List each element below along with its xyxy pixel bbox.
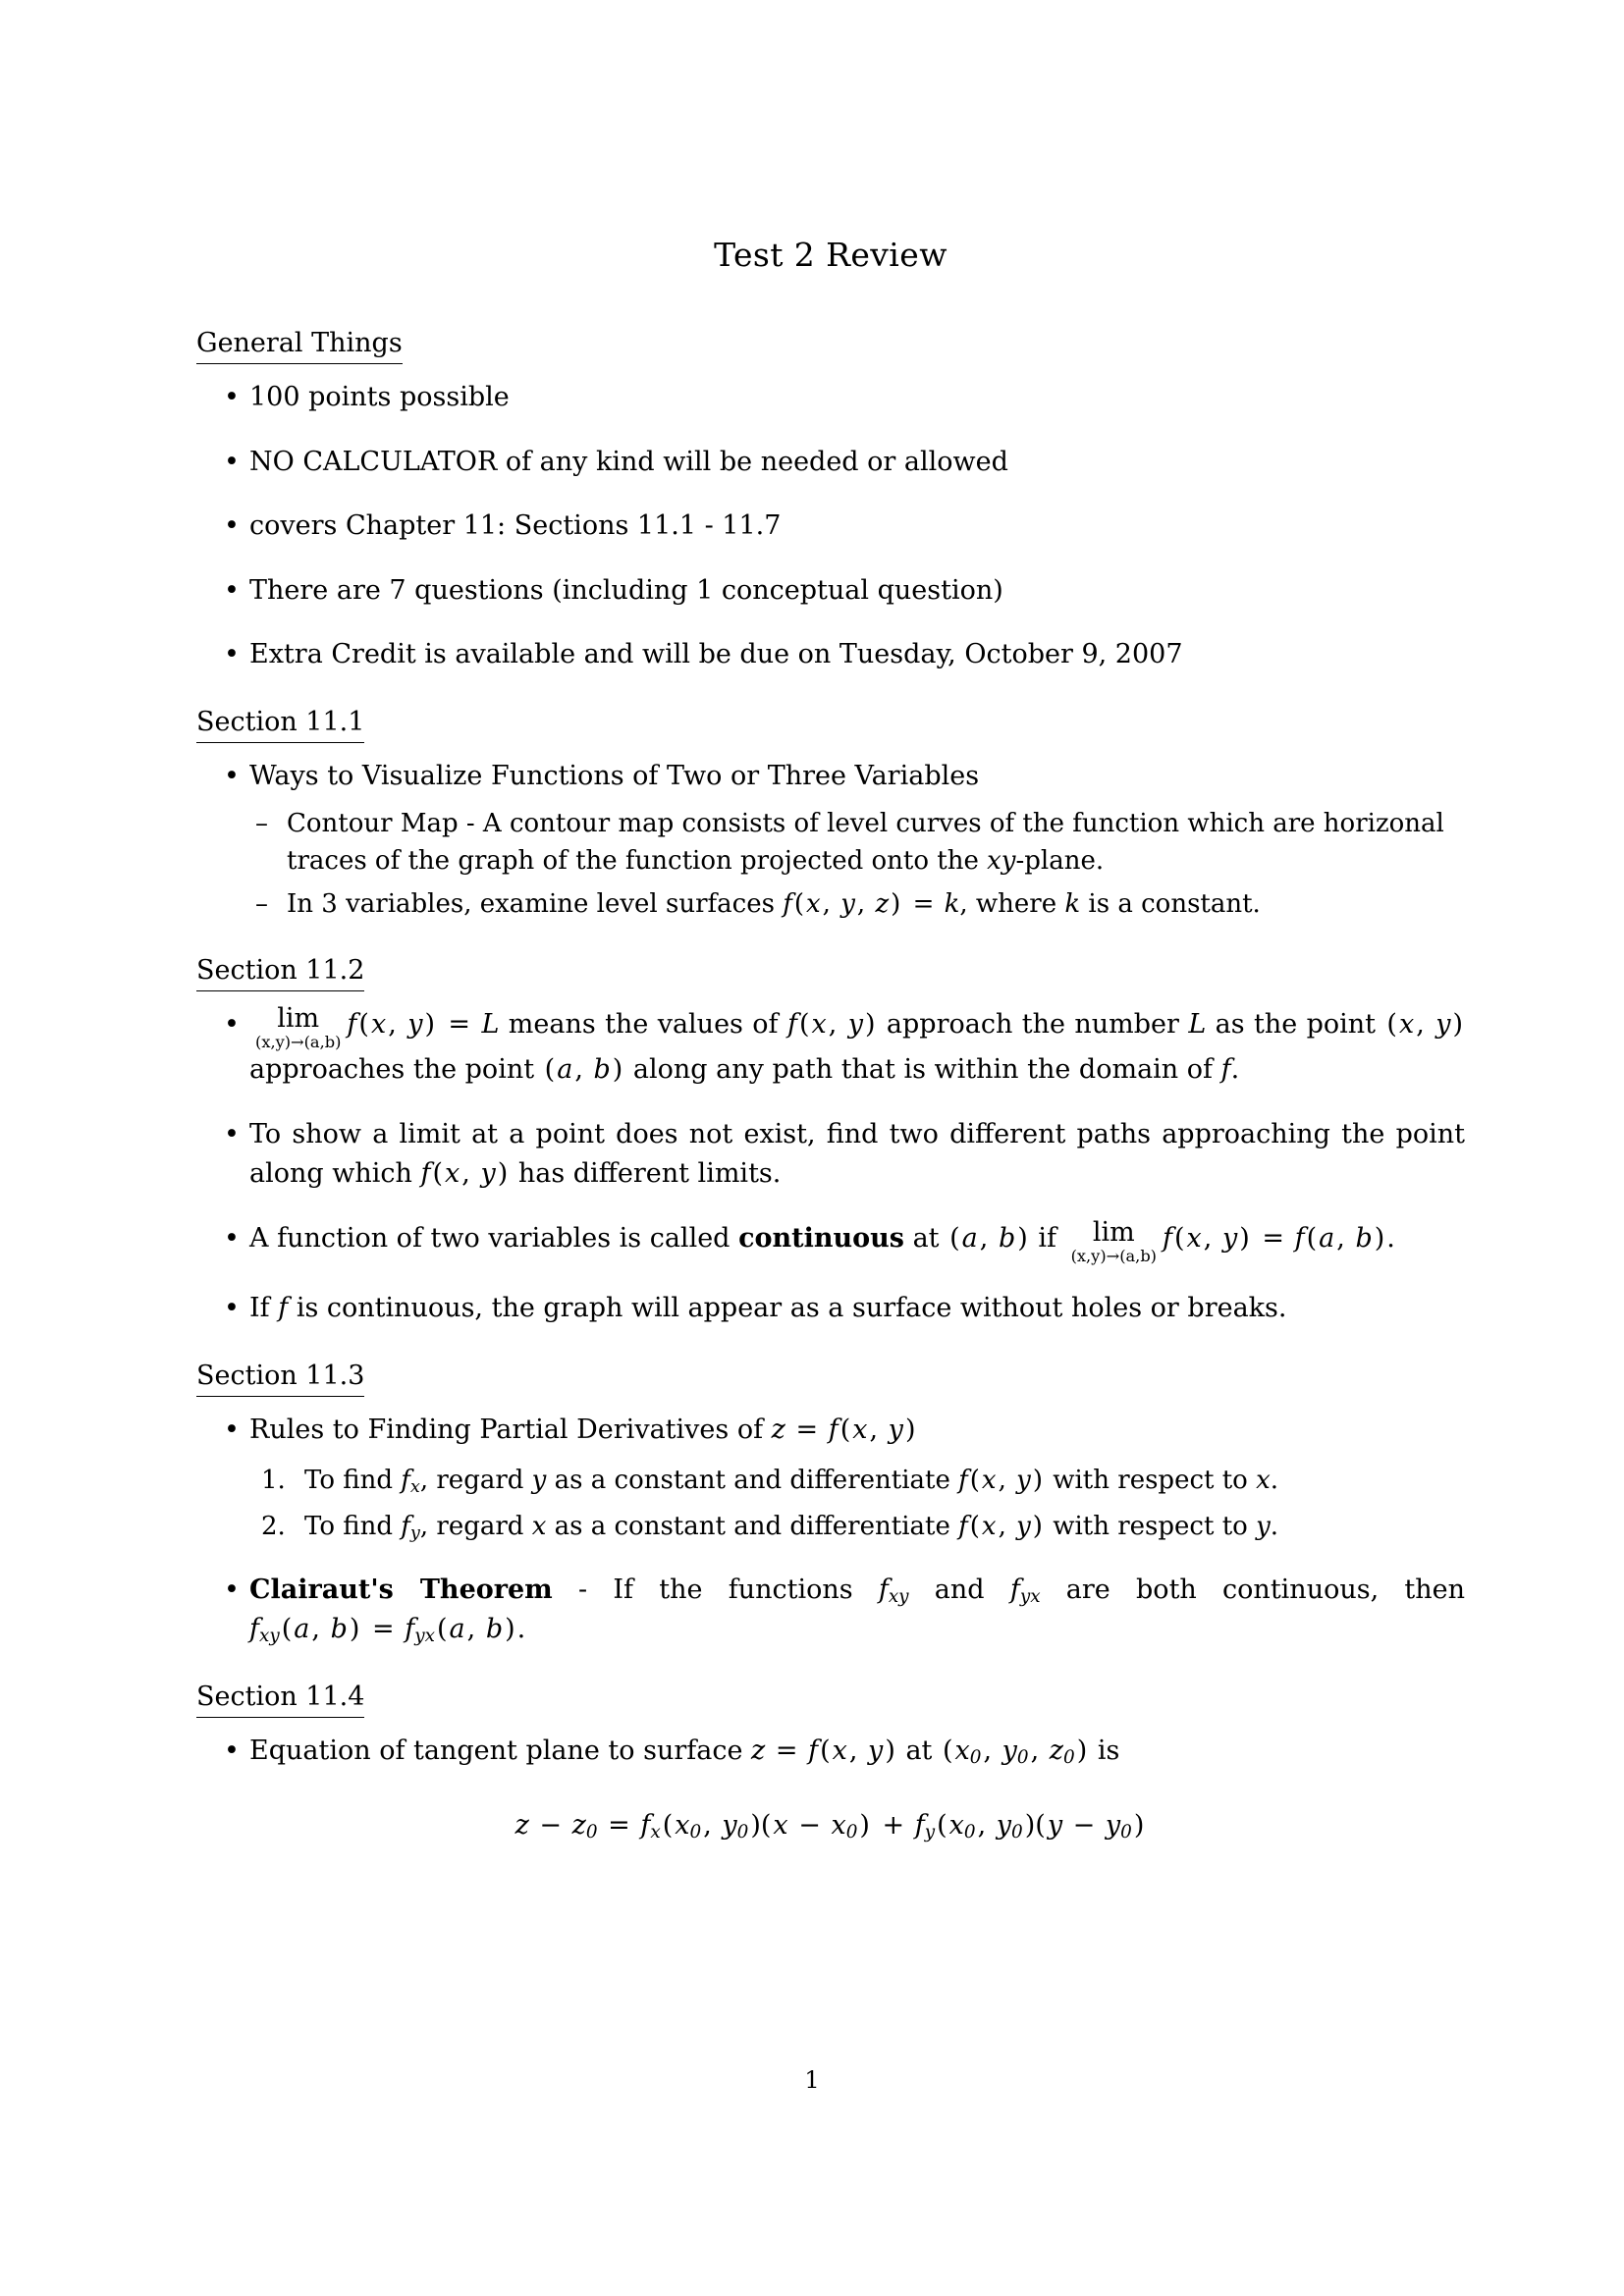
text-part: . — [1230, 1054, 1240, 1086]
math-equals: = — [372, 1614, 395, 1645]
math-f: f — [1220, 1054, 1231, 1086]
math-a: a — [961, 1223, 978, 1255]
math-clairaut-equation: $f_{xy}(a$, $b) = f_{yx}(a$, b) — [249, 1614, 515, 1647]
list-item — [196, 1732, 1465, 1772]
bullet-icon: • — [224, 1118, 240, 1149]
math-f: f — [1294, 1223, 1305, 1255]
math-a: a — [557, 1054, 573, 1086]
page-content — [196, 236, 1465, 1848]
math-x: x — [370, 1009, 387, 1041]
math-y: y — [407, 1009, 423, 1041]
bullet-icon: • — [224, 1293, 240, 1324]
math-z-eq-fxy: z = f(x, y) — [771, 1415, 916, 1446]
math-k: k — [1064, 888, 1081, 919]
math-x: x — [1256, 1465, 1271, 1495]
bullet-list — [196, 378, 1465, 675]
text-part: , regard — [419, 1512, 532, 1542]
text-part: along any path that is within the domain of — [624, 1054, 1221, 1086]
list-item — [196, 507, 1465, 547]
math-y0: $y_0$ — [722, 1809, 749, 1842]
bullet-icon: • — [224, 574, 240, 606]
math-a: a — [1319, 1223, 1335, 1255]
math-y: y — [840, 888, 855, 919]
math-minus: − — [539, 1809, 563, 1841]
math-y0: $y_0$ — [1105, 1809, 1132, 1842]
math-equals: = — [448, 1009, 471, 1041]
text-part: To find — [304, 1465, 402, 1495]
math-y: y — [1016, 1512, 1031, 1542]
text-part: A function of two variables is called — [249, 1223, 739, 1255]
bullet-icon: • — [224, 510, 240, 542]
text-part: has different limits. — [510, 1158, 782, 1190]
math-point-x0y0z0: ($x_0$, $y_0$, $z_0$) — [942, 1735, 1088, 1769]
math-f: f — [347, 1009, 357, 1041]
list-item-text — [249, 1415, 917, 1445]
numbered-list-item — [249, 1509, 1465, 1546]
list-item-text — [249, 1119, 1465, 1190]
math-x: x — [1398, 1009, 1415, 1041]
sub-list — [249, 806, 1465, 923]
math-minus: − — [798, 1809, 821, 1841]
dash-icon: – — [255, 809, 268, 839]
list-item-text — [249, 1735, 1120, 1769]
math-x: x — [852, 1415, 868, 1446]
math-limit-operator — [255, 1002, 342, 1052]
math-point-xy: (x, y) — [1386, 1009, 1463, 1041]
list-item-text — [249, 1575, 1465, 1645]
math-f: f — [1163, 1223, 1172, 1255]
math-equals: = — [1262, 1223, 1284, 1255]
sub-text-part: , where — [959, 888, 1065, 919]
math-x: x — [806, 888, 821, 919]
list-item — [196, 1115, 1465, 1195]
math-y: y — [1016, 1465, 1031, 1495]
section-heading: General Things — [196, 326, 403, 364]
math-f-sub-xy: $f_{xy}$ — [878, 1574, 909, 1607]
math-f-sub-y: $f_y$ — [914, 1809, 936, 1842]
sub-list-item — [249, 886, 1465, 924]
math-b: b — [330, 1614, 348, 1645]
list-item — [196, 571, 1465, 612]
math-f: f — [828, 1415, 839, 1446]
term-clairauts-theorem: Clairaut's Theorem — [249, 1574, 553, 1605]
list-item — [196, 635, 1465, 675]
math-f-sub-x: $f_x$ — [401, 1465, 420, 1497]
math-y: y — [888, 1415, 903, 1446]
math-b: b — [998, 1223, 1016, 1255]
math-x0: $x_0$ — [675, 1809, 702, 1842]
math-y: y — [868, 1735, 884, 1767]
math-f-sub-yx: $f_{yx}$ — [1009, 1574, 1041, 1607]
sub-text-part: Contour Map - A contour map consists of level curves of the function which are horizonal traces of the graph of the function projected onto the — [287, 809, 1444, 877]
bullet-list — [196, 1411, 1465, 1650]
math-fxy: f(x, y) — [420, 1158, 509, 1190]
list-item-text — [249, 1293, 1286, 1323]
math-equals: = — [795, 1415, 819, 1446]
math-z: z — [875, 888, 890, 919]
math-x: x — [531, 1512, 547, 1542]
text-part: . — [1270, 1512, 1279, 1542]
list-item-text: Extra Credit is available and will be due on Tuesday, October 9, 2007 — [249, 639, 1183, 670]
math-minus: − — [1072, 1809, 1096, 1841]
text-part: is — [1089, 1735, 1120, 1767]
bullet-list — [196, 1732, 1465, 1772]
text-part: at — [903, 1223, 948, 1255]
math-y0: $y_0$ — [1001, 1735, 1029, 1769]
list-item — [196, 1411, 1465, 1546]
section-11-2 — [196, 953, 1465, 1329]
math-y: y — [1221, 1223, 1238, 1255]
text-part: Rules to Finding Partial Derivatives of — [249, 1415, 772, 1446]
section-11-3 — [196, 1359, 1465, 1650]
math-fxy-eq-L: f(x, y) = L — [347, 1009, 500, 1041]
math-fxy-eq-fab: f(x, y) = f(a, b). — [1163, 1223, 1395, 1255]
math-x: x — [981, 1512, 997, 1542]
list-item — [196, 1002, 1465, 1091]
math-y: y — [1435, 1009, 1451, 1041]
math-lim-subscript: (x,y)→(a,b) — [255, 1033, 342, 1052]
math-plus: + — [882, 1809, 905, 1841]
list-item — [196, 378, 1465, 418]
bullet-list — [196, 757, 1465, 924]
math-lim: lim — [277, 1002, 320, 1034]
text-part: are both continuous, then — [1040, 1574, 1466, 1605]
math-z: z — [771, 1415, 785, 1446]
numbered-list — [249, 1463, 1465, 1546]
math-L: L — [481, 1009, 500, 1041]
text-part: with respect to — [1044, 1512, 1257, 1542]
sub-list-item-text — [287, 889, 1261, 919]
math-x: x — [811, 1009, 827, 1041]
bullet-list — [196, 1002, 1465, 1329]
math-point-ab: (a, b) — [544, 1054, 623, 1086]
sub-list-item-text — [287, 809, 1444, 876]
term-continuous: continuous — [738, 1223, 904, 1255]
list-item — [196, 1571, 1465, 1650]
math-f-sub-xy: $f_{xy}$ — [249, 1614, 280, 1647]
text-part: approach the number — [877, 1009, 1189, 1041]
bullet-icon: • — [224, 1222, 240, 1254]
math-z: z — [514, 1809, 529, 1841]
text-part: approaches the point — [249, 1054, 543, 1086]
section-general-things — [196, 326, 1465, 675]
text-part: To find — [304, 1512, 402, 1542]
section-heading: Section 11.4 — [196, 1680, 364, 1718]
sub-text-part: -plane. — [1015, 846, 1105, 877]
math-f-sub-y: $f_y$ — [401, 1512, 420, 1544]
list-item — [196, 443, 1465, 483]
math-x: x — [981, 1465, 997, 1495]
math-y: y — [847, 1009, 863, 1041]
sub-text-part: In 3 variables, examine level surfaces — [287, 888, 784, 919]
sub-text-part: is a constant. — [1080, 888, 1261, 919]
math-fxy: f(x, y) — [958, 1512, 1043, 1542]
math-k: k — [944, 888, 960, 919]
numbered-item-text — [304, 1466, 1278, 1495]
dash-icon: – — [255, 888, 268, 919]
bullet-icon: • — [224, 1008, 240, 1040]
math-z-eq-fxy: z = f(x, y) — [751, 1735, 895, 1767]
math-f-sub-x: $f_x$ — [640, 1809, 661, 1842]
math-x0: $x_0$ — [948, 1809, 976, 1842]
tangent-plane-equation: $z - z_0 = f_x(x_0$, $y_0)(x - x_0) + f_y(x_0$, $y_0)(y - y_0)$ — [514, 1809, 1145, 1842]
bullet-icon: • — [224, 382, 240, 413]
list-number: 1. — [261, 1465, 286, 1495]
list-item-text — [249, 1216, 1395, 1266]
math-f-sub-yx: $f_{yx}$ — [405, 1614, 435, 1647]
math-x0: $x_0$ — [954, 1735, 982, 1769]
math-limit-operator — [1070, 1216, 1157, 1266]
math-x: x — [445, 1158, 460, 1190]
text-part: . — [516, 1614, 526, 1645]
text-part: is continuous, the graph will appear as a surface without holes or breaks. — [288, 1293, 1287, 1324]
math-y: y — [480, 1158, 496, 1190]
page-title: Test 2 Review — [714, 236, 947, 274]
math-f: f — [958, 1465, 968, 1495]
text-part: means the values of — [499, 1009, 787, 1041]
text-part: as the point — [1206, 1009, 1385, 1041]
numbered-item-text — [304, 1512, 1279, 1544]
text-part: with respect to — [1044, 1465, 1257, 1495]
text-part: , regard — [419, 1465, 532, 1495]
page-number: 1 — [804, 2066, 820, 2094]
section-heading: Section 11.3 — [196, 1359, 364, 1397]
bullet-icon: • — [224, 1735, 240, 1767]
text-part: - If the functions — [552, 1574, 879, 1605]
section-11-1 — [196, 705, 1465, 924]
bullet-icon: • — [224, 446, 240, 477]
math-y: y — [1256, 1512, 1271, 1542]
math-b: b — [593, 1054, 611, 1086]
sub-list-item — [249, 806, 1465, 880]
text-part: If — [249, 1293, 279, 1324]
text-part: at — [896, 1735, 941, 1767]
list-item-text: covers Chapter 11: Sections 11.1 - 11.7 — [249, 510, 782, 542]
numbered-list-item — [249, 1463, 1465, 1500]
list-number: 2. — [261, 1512, 286, 1542]
math-fxy: f(x, y) — [958, 1465, 1043, 1495]
math-point-ab: (a, b) — [949, 1223, 1028, 1255]
text-part: as a constant and differentiate — [546, 1512, 959, 1542]
math-f: f — [808, 1735, 819, 1767]
math-lim: lim — [1092, 1216, 1135, 1248]
math-level-surface: f(x, y, z) = k — [783, 888, 960, 919]
math-a: a — [294, 1614, 310, 1645]
math-lim-subscript: (x,y)→(a,b) — [1070, 1247, 1157, 1266]
math-y: y — [531, 1465, 547, 1495]
list-item-text — [249, 1002, 1465, 1086]
math-x: x — [1186, 1223, 1202, 1255]
math-x: x — [832, 1735, 847, 1767]
math-xy: xy — [987, 846, 1016, 877]
math-f: f — [420, 1158, 431, 1190]
math-y: y — [1047, 1809, 1063, 1841]
math-y0: $y_0$ — [996, 1809, 1023, 1842]
text-part: and — [908, 1574, 1010, 1605]
math-f: f — [278, 1293, 289, 1324]
math-fxy: f(x, y) — [786, 1009, 876, 1041]
section-11-4 — [196, 1680, 1465, 1844]
math-b: b — [1355, 1223, 1373, 1255]
math-z: z — [751, 1735, 766, 1767]
math-equals: = — [775, 1735, 798, 1767]
math-z0: $z_0$ — [1049, 1735, 1075, 1769]
list-item — [196, 1216, 1465, 1266]
math-f: f — [958, 1512, 968, 1542]
section-heading: Section 11.1 — [196, 705, 364, 743]
bullet-icon: • — [224, 639, 240, 670]
bullet-icon: • — [224, 1574, 240, 1605]
math-x: x — [773, 1809, 788, 1841]
text-part: as a constant and differentiate — [546, 1465, 959, 1495]
math-f: f — [783, 888, 792, 919]
list-item-text: 100 points possible — [249, 382, 510, 413]
bullet-icon: • — [224, 760, 240, 791]
list-item-text: NO CALCULATOR of any kind will be needed or allowed — [249, 446, 1008, 477]
math-z0: $z_0$ — [571, 1809, 598, 1842]
list-item-text: There are 7 questions (including 1 conceptual question) — [249, 574, 1003, 606]
math-f: f — [786, 1009, 797, 1041]
list-item — [196, 757, 1465, 924]
text-part: if — [1029, 1223, 1065, 1255]
math-x0: $x_0$ — [831, 1809, 858, 1842]
math-a: a — [449, 1614, 465, 1645]
list-item — [196, 1289, 1465, 1329]
math-equals: = — [608, 1809, 630, 1841]
text-part: Equation of tangent plane to surface — [249, 1735, 752, 1767]
text-part: To show a limit at a point does not exist, find two different paths approaching the point along which — [249, 1118, 1465, 1190]
list-item-text: Ways to Visualize Functions of Two or Three Variables — [249, 760, 980, 791]
bullet-icon: • — [224, 1415, 240, 1446]
math-L: L — [1188, 1009, 1207, 1041]
section-heading: Section 11.2 — [196, 953, 364, 991]
text-part: . — [1270, 1465, 1279, 1495]
math-equals: = — [912, 888, 935, 919]
math-b: b — [485, 1614, 504, 1645]
